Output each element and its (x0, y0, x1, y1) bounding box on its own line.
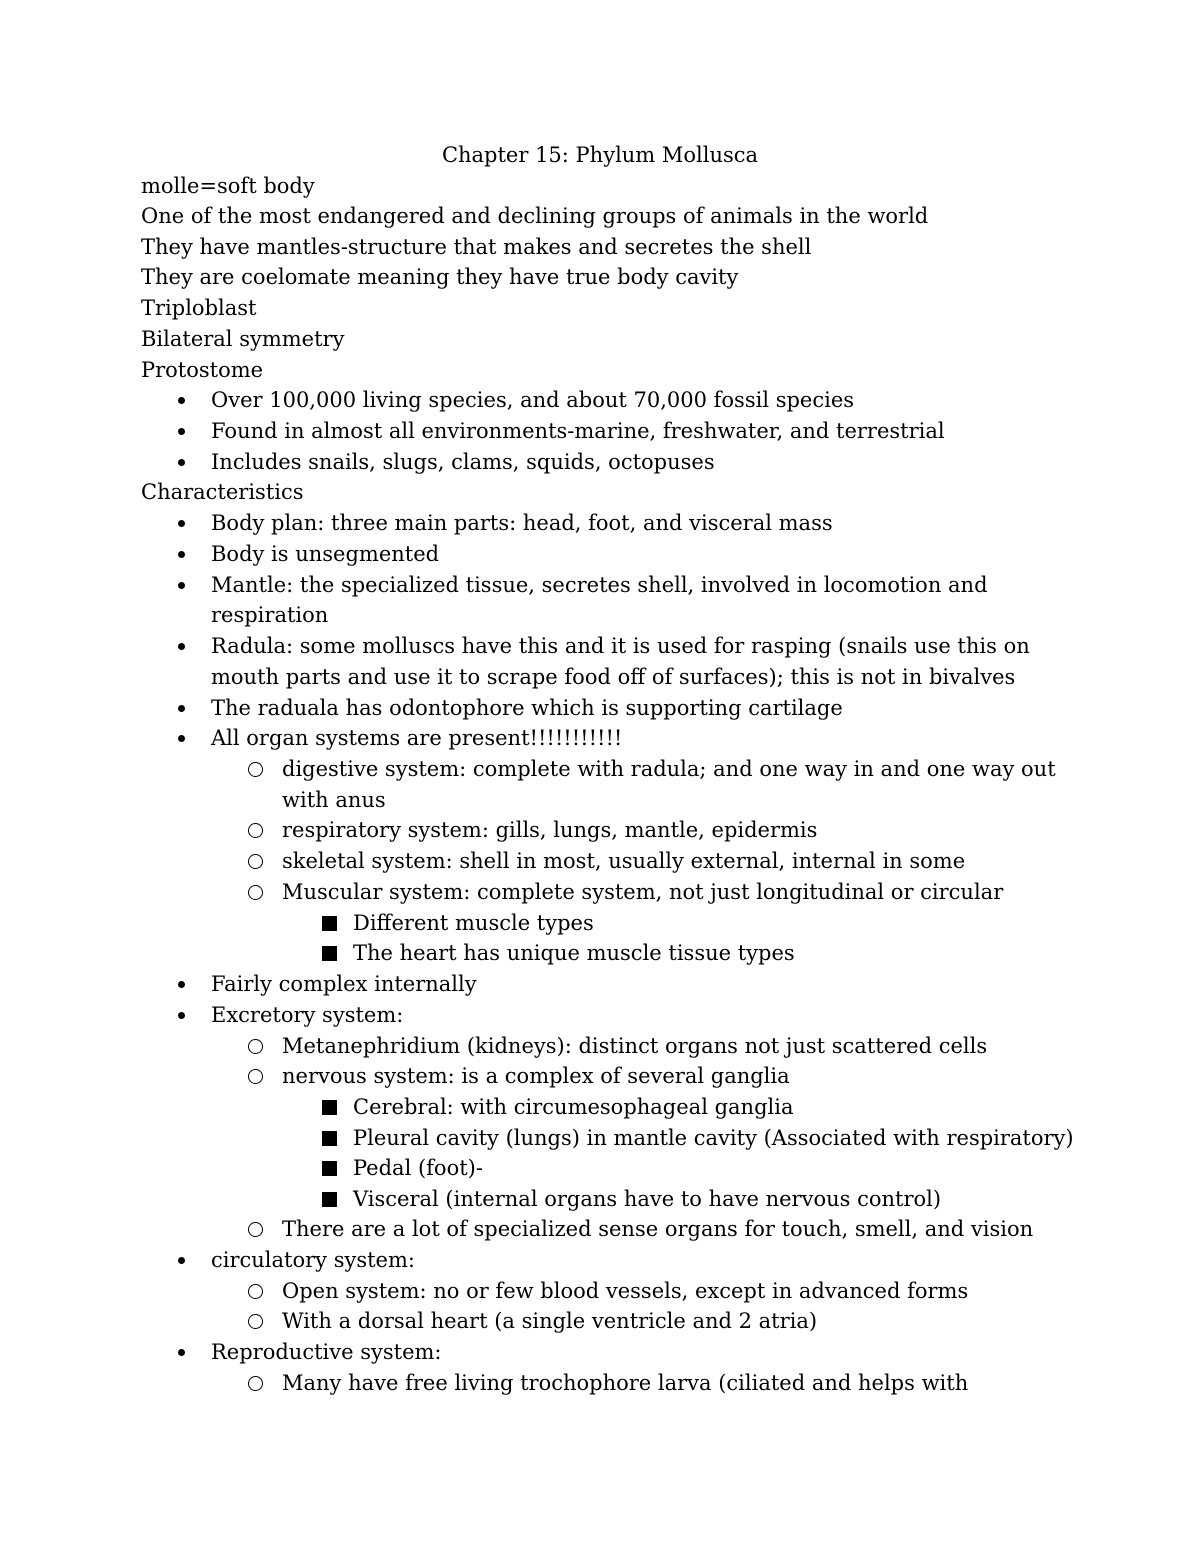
circle-bullet-icon (248, 762, 263, 777)
disc-bullet-icon (178, 520, 185, 527)
list-item: Reproductive system: (211, 1340, 442, 1364)
circle-bullet-icon (248, 1069, 263, 1084)
list-item: Excretory system: (211, 1003, 404, 1027)
list-item: Body plan: three main parts: head, foot, and visceral mass (211, 511, 833, 535)
intro-line: One of the most endangered and declining groups of animals in the world (141, 204, 929, 228)
disc-bullet-icon (178, 1349, 185, 1356)
intro-line: They are coelomate meaning they have true body cavity (141, 265, 739, 289)
list-item: Metanephridium (kidneys): distinct organs not just scattered cells (282, 1034, 988, 1058)
list-item-continuation: with anus (282, 788, 386, 812)
disc-bullet-icon (178, 397, 185, 404)
list-item: Pleural cavity (lungs) in mantle cavity (Associated with respiratory) (353, 1126, 1074, 1150)
list-item: Open system: no or few blood vessels, except in advanced forms (282, 1279, 969, 1303)
list-item: Found in almost all environments-marine, freshwater, and terrestrial (211, 419, 945, 443)
list-item: digestive system: complete with radula; and one way in and one way out (282, 757, 1056, 781)
list-item: There are a lot of specialized sense organs for touch, smell, and vision (282, 1217, 1034, 1241)
list-item-continuation: respiration (211, 603, 329, 627)
list-item: Radula: some molluscs have this and it is used for rasping (snails use this on (211, 634, 1030, 658)
list-item: skeletal system: shell in most, usually external, internal in some (282, 849, 966, 873)
square-bullet-icon (322, 946, 337, 961)
intro-line: They have mantles-structure that makes and secretes the shell (141, 235, 812, 259)
circle-bullet-icon (248, 1222, 263, 1237)
list-item: Body is unsegmented (211, 542, 440, 566)
list-item: Over 100,000 living species, and about 70,000 fossil species (211, 388, 855, 412)
intro-line: Protostome (141, 358, 264, 382)
intro-line: molle=soft body (141, 174, 315, 198)
disc-bullet-icon (178, 705, 185, 712)
list-item: Muscular system: complete system, not just longitudinal or circular (282, 880, 1004, 904)
section-heading: Characteristics (141, 480, 304, 504)
square-bullet-icon (322, 1100, 337, 1115)
list-item: With a dorsal heart (a single ventricle and 2 atria) (282, 1309, 818, 1333)
list-item: Includes snails, slugs, clams, squids, octopuses (211, 450, 715, 474)
circle-bullet-icon (248, 1039, 263, 1054)
disc-bullet-icon (178, 428, 185, 435)
square-bullet-icon (322, 1161, 337, 1176)
page-title: Chapter 15: Phylum Mollusca (441, 143, 759, 167)
list-item: The heart has unique muscle tissue types (353, 941, 795, 965)
list-item: Fairly complex internally (211, 972, 477, 996)
list-item: The raduala has odontophore which is supporting cartilage (211, 696, 843, 720)
list-item: Visceral (internal organs have to have nervous control) (353, 1187, 942, 1211)
square-bullet-icon (322, 1192, 337, 1207)
circle-bullet-icon (248, 854, 263, 869)
list-item-continuation: mouth parts and use it to scrape food off of surfaces); this is not in bivalves (211, 665, 1016, 689)
intro-line: Triploblast (141, 296, 257, 320)
disc-bullet-icon (178, 735, 185, 742)
disc-bullet-icon (178, 981, 185, 988)
square-bullet-icon (322, 916, 337, 931)
disc-bullet-icon (178, 1012, 185, 1019)
list-item: All organ systems are present!!!!!!!!!!! (211, 726, 623, 750)
list-item: circulatory system: (211, 1248, 415, 1272)
disc-bullet-icon (178, 643, 185, 650)
circle-bullet-icon (248, 1376, 263, 1391)
circle-bullet-icon (248, 1314, 263, 1329)
list-item: Many have free living trochophore larva (ciliated and helps with (282, 1371, 969, 1395)
list-item: nervous system: is a complex of several ganglia (282, 1064, 790, 1088)
list-item: Cerebral: with circumesophageal ganglia (353, 1095, 794, 1119)
square-bullet-icon (322, 1131, 337, 1146)
disc-bullet-icon (178, 459, 185, 466)
circle-bullet-icon (248, 823, 263, 838)
list-item: Mantle: the specialized tissue, secretes shell, involved in locomotion and (211, 573, 988, 597)
disc-bullet-icon (178, 551, 185, 558)
list-item: Pedal (foot)- (353, 1156, 483, 1180)
list-item: respiratory system: gills, lungs, mantle, epidermis (282, 818, 818, 842)
disc-bullet-icon (178, 1257, 185, 1264)
intro-line: Bilateral symmetry (141, 327, 345, 351)
circle-bullet-icon (248, 1284, 263, 1299)
circle-bullet-icon (248, 885, 263, 900)
disc-bullet-icon (178, 582, 185, 589)
list-item: Different muscle types (353, 911, 594, 935)
